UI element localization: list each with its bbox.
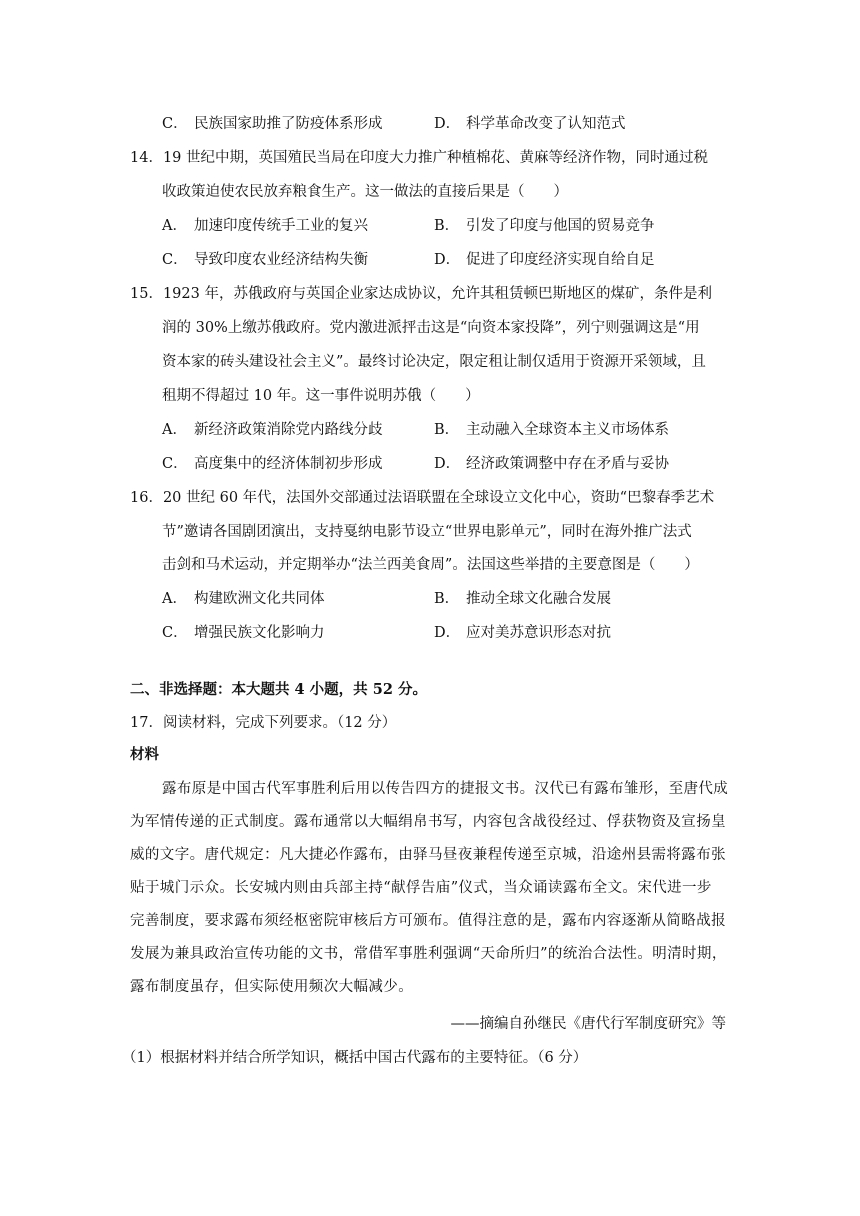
option-text: 构建欧洲文化共同体 bbox=[194, 591, 325, 607]
option-letter: D． bbox=[434, 625, 461, 641]
material-line-4: 贴于城门示众。长安城内则由兵部主持“献俘告庙”仪式，当众诵读露布全文。宋代进一步 bbox=[130, 880, 712, 896]
q15-option-a[interactable] bbox=[162, 418, 383, 439]
q16-option-b[interactable] bbox=[434, 587, 611, 608]
option-text: 经济政策调整中存在矛盾与妥协 bbox=[466, 456, 669, 472]
q16-stem-line-2: 节”邀请各国剧团演出，支持戛纳电影节设立“世界电影单元”，同时在海外推广法式 bbox=[162, 524, 692, 540]
option-letter: D． bbox=[434, 252, 461, 268]
q16-option-d[interactable] bbox=[434, 621, 611, 642]
q15-stem-line-2: 润的 30%上缴苏俄政府。党内激进派抨击这是“向资本家投降”，列宁则强调这是“用 bbox=[162, 320, 700, 336]
material-line-5: 完善制度，要求露布须经枢密院审核后方可颁布。值得注意的是，露布内容逐渐从简略战报 bbox=[130, 913, 726, 929]
q13-option-c[interactable] bbox=[162, 112, 383, 133]
option-letter: D． bbox=[434, 456, 461, 472]
material-source: ——摘编自孙继民《唐代行军制度研究》等 bbox=[450, 1016, 726, 1032]
option-letter: A． bbox=[162, 218, 187, 234]
option-text: 引发了印度与他国的贸易竞争 bbox=[466, 218, 655, 234]
option-letter: C． bbox=[162, 625, 188, 641]
option-letter: D． bbox=[434, 116, 461, 132]
option-text: 加速印度传统手工业的复兴 bbox=[194, 218, 368, 234]
option-letter: B． bbox=[434, 422, 460, 438]
option-text: 促进了印度经济实现自给自足 bbox=[466, 252, 655, 268]
option-letter: A． bbox=[162, 422, 187, 438]
q16-stem-line-1: 16．20 世纪 60 年代，法国外交部通过法语联盟在全球设立文化中心，资助“巴黎春季艺术 bbox=[130, 490, 715, 506]
q14-stem-line-2: 收政策迫使农民放弃粮食生产。这一做法的直接后果是（ ） bbox=[162, 184, 568, 200]
q16-option-c[interactable] bbox=[162, 621, 325, 642]
q14-option-d[interactable] bbox=[434, 248, 655, 269]
q15-option-c[interactable] bbox=[162, 452, 383, 473]
q14-option-c[interactable] bbox=[162, 248, 368, 269]
q15-option-d[interactable] bbox=[434, 452, 669, 473]
q14-stem-line-1: 14．19 世纪中期，英国殖民当局在印度大力推广种植棉花、黄麻等经济作物，同时通过税 bbox=[130, 150, 709, 166]
option-text: 高度集中的经济体制初步形成 bbox=[194, 456, 383, 472]
option-letter: C． bbox=[162, 456, 188, 472]
option-letter: C． bbox=[162, 116, 188, 132]
material-line-2: 为军情传递的正式制度。露布通常以大幅绢帛书写，内容包含战役经过、俘获物资及宣扬皇 bbox=[130, 814, 726, 830]
option-letter: C． bbox=[162, 252, 188, 268]
material-line-6: 发展为兼具政治宣传功能的文书，常借军事胜利强调“天命所归”的统治合法性。明清时期， bbox=[130, 946, 727, 962]
q17-title: 17．阅读材料，完成下列要求。（12 分） bbox=[130, 715, 397, 731]
option-text: 新经济政策消除党内路线分歧 bbox=[194, 422, 383, 438]
material-line-3: 威的文字。唐代规定：凡大捷必作露布，由驿马昼夜兼程传递至京城，沿途州县需将露布张 bbox=[130, 847, 726, 863]
q16-option-a[interactable] bbox=[162, 587, 325, 608]
option-text: 推动全球文化融合发展 bbox=[466, 591, 611, 607]
material-line-1: 露布原是中国古代军事胜利后用以传告四方的捷报文书。汉代已有露布雏形，至唐代成 bbox=[162, 781, 729, 797]
option-letter: B． bbox=[434, 591, 460, 607]
q14-option-b[interactable] bbox=[434, 214, 655, 235]
option-text: 导致印度农业经济结构失衡 bbox=[194, 252, 368, 268]
q13-option-d[interactable] bbox=[434, 112, 626, 133]
option-text: 科学革命改变了认知范式 bbox=[466, 116, 626, 132]
q15-stem-line-4: 租期不得超过 10 年。这一事件说明苏俄（ ） bbox=[162, 388, 480, 404]
option-letter: B． bbox=[434, 218, 460, 234]
material-label: 材料 bbox=[130, 746, 159, 763]
q16-stem-line-3: 击剑和马术运动，并定期举办“法兰西美食周”。法国这些举措的主要意图是（ ） bbox=[162, 557, 699, 573]
option-text: 应对美苏意识形态对抗 bbox=[466, 625, 611, 641]
option-text: 民族国家助推了防疫体系形成 bbox=[194, 116, 383, 132]
option-text: 增强民族文化影响力 bbox=[194, 625, 325, 641]
q15-option-b[interactable] bbox=[434, 418, 669, 439]
q15-stem-line-3: 资本家的砖头建设社会主义”。最终讨论决定，限定租让制仅适用于资源开采领域，且 bbox=[162, 354, 706, 370]
q17-subquestion-1: （1）根据材料并结合所学知识，概括中国古代露布的主要特征。（6 分） bbox=[122, 1050, 588, 1066]
material-line-7: 露布制度虽存，但实际使用频次大幅减少。 bbox=[130, 979, 414, 995]
q14-option-a[interactable] bbox=[162, 214, 368, 235]
q15-stem-line-1: 15．1923 年，苏俄政府与英国企业家达成协议，允许其租赁顿巴斯地区的煤矿，条件是利 bbox=[130, 286, 712, 302]
section-heading: 二、非选择题：本大题共 4 小题，共 52 分。 bbox=[130, 681, 427, 698]
option-letter: A． bbox=[162, 591, 187, 607]
option-text: 主动融入全球资本主义市场体系 bbox=[466, 422, 669, 438]
